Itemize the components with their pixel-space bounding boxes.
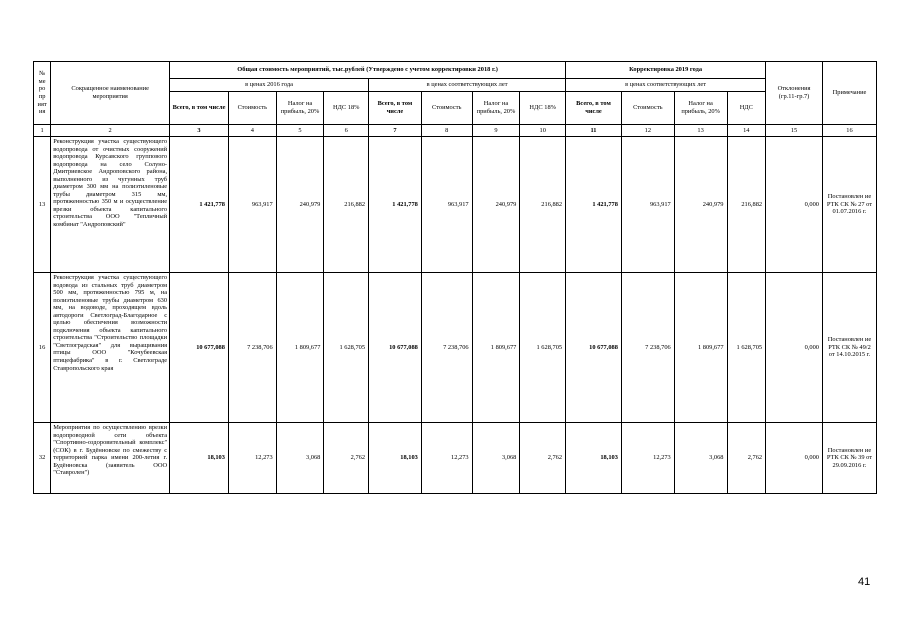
tax-2019: 3,068 xyxy=(674,423,727,494)
column-number: 6 xyxy=(324,125,369,137)
column-number: 16 xyxy=(822,125,876,137)
table-row xyxy=(34,423,877,494)
tax-2016: 3,068 xyxy=(276,423,324,494)
header-prices-current-2019: в ценах соответствующих лет xyxy=(566,79,766,92)
header-prices-current: в ценах соответствующих лет xyxy=(369,79,566,92)
column-number: 3 xyxy=(170,125,229,137)
tax-2019: 1 809,677 xyxy=(674,273,727,423)
cost-table xyxy=(33,61,877,494)
column-number: 13 xyxy=(674,125,727,137)
cost-2016: 12,273 xyxy=(228,423,276,494)
column-number: 1 xyxy=(34,125,51,137)
header-cost-2016: Стоимость xyxy=(228,92,276,125)
column-number: 12 xyxy=(621,125,674,137)
header-total-current: Всего, в том числе xyxy=(369,92,422,125)
header-tax-2016: Налог на прибыль, 20% xyxy=(276,92,324,125)
header-tax-current: Налог на прибыль, 20% xyxy=(472,92,520,125)
tax-2016: 1 809,677 xyxy=(276,273,324,423)
header-total-2016: Всего, в том числе xyxy=(170,92,229,125)
column-number: 7 xyxy=(369,125,422,137)
header-note: Примечание xyxy=(822,62,876,125)
cost-2019: 7 238,706 xyxy=(621,273,674,423)
cost-current: 963,917 xyxy=(421,137,472,273)
tax-current: 3,068 xyxy=(472,423,520,494)
header-cost-current: Стоимость xyxy=(421,92,472,125)
column-number: 8 xyxy=(421,125,472,137)
total-current: 1 421,778 xyxy=(369,137,422,273)
header-name: Сокращенное наименование мероприятия xyxy=(51,62,170,125)
column-number: 2 xyxy=(51,125,170,137)
header-total-2019: Всего, в том числе xyxy=(566,92,622,125)
deviation: 0,000 xyxy=(766,423,823,494)
column-number: 10 xyxy=(520,125,566,137)
vat-2019: 1 628,705 xyxy=(727,273,766,423)
header-vat-2019: НДС xyxy=(727,92,766,125)
table-row xyxy=(34,273,877,423)
row-number: 13 xyxy=(34,137,51,273)
row-number: 16 xyxy=(34,273,51,423)
cost-2019: 963,917 xyxy=(621,137,674,273)
column-number: 5 xyxy=(276,125,324,137)
total-current: 18,103 xyxy=(369,423,422,494)
header-num: № ме ро пр ият ия xyxy=(34,62,51,125)
tax-current: 240,979 xyxy=(472,137,520,273)
column-number: 15 xyxy=(766,125,823,137)
header-row-1 xyxy=(34,62,877,79)
row-note: Постановлен ие РТК СК № 27 от 01.07.2016 г. xyxy=(822,137,876,273)
vat-2016: 216,882 xyxy=(324,137,369,273)
vat-2016: 2,762 xyxy=(324,423,369,494)
header-group-total: Общая стоимость мероприятий, тыс.рублей (Утверждено с учетом корректировки 2018 г.) xyxy=(170,62,566,79)
vat-2016: 1 628,705 xyxy=(324,273,369,423)
vat-2019: 216,882 xyxy=(727,137,766,273)
cost-2016: 7 238,706 xyxy=(228,273,276,423)
row-note: Постановлен ие РТК СК № 39 от 29.09.2016 г. xyxy=(822,423,876,494)
row-note: Постановлен ие РТК СК № 49/2 от 14.10.2015 г. xyxy=(822,273,876,423)
page-number: 41 xyxy=(858,576,871,588)
deviation: 0,000 xyxy=(766,137,823,273)
column-number: 14 xyxy=(727,125,766,137)
header-prices-2016: в ценах 2016 года xyxy=(170,79,369,92)
cost-2016: 963,917 xyxy=(228,137,276,273)
total-2016: 18,103 xyxy=(170,423,229,494)
tax-2019: 240,979 xyxy=(674,137,727,273)
vat-current: 1 628,705 xyxy=(520,273,566,423)
total-current: 10 677,088 xyxy=(369,273,422,423)
column-number: 4 xyxy=(228,125,276,137)
row-name: Реконструкция участка существующего водовода из стальных труб диаметром 500 мм, протяженностью 795 м, на полиэтиленовые трубы диаметром 630 мм, на водоводе, проходящем вдоль автодороги Светлоград-Благодарное с целью обеспечения возможности подключения объекта капитального строительства "Строительство площадки "Светлоградская" для выращивания птицы ООО "Кочубеевская птицефабрика" в г. Светлограде Ставропольского края xyxy=(51,273,170,423)
column-number-row xyxy=(34,125,877,137)
deviation: 0,000 xyxy=(766,273,823,423)
vat-current: 216,882 xyxy=(520,137,566,273)
table-row xyxy=(34,137,877,273)
header-deviation: Отклонения (гр.11-гр.7) xyxy=(766,62,823,125)
total-2019: 10 677,088 xyxy=(566,273,622,423)
header-vat-2016: НДС 18% xyxy=(324,92,369,125)
vat-current: 2,762 xyxy=(520,423,566,494)
total-2016: 10 677,088 xyxy=(170,273,229,423)
cost-2019: 12,273 xyxy=(621,423,674,494)
cost-current: 12,273 xyxy=(421,423,472,494)
column-number: 9 xyxy=(472,125,520,137)
header-group-2019: Корректировка 2019 года xyxy=(566,62,766,79)
header-cost-2019: Стоимость xyxy=(621,92,674,125)
header-vat-current: НДС 18% xyxy=(520,92,566,125)
header-tax-2019: Налог на прибыль, 20% xyxy=(674,92,727,125)
total-2019: 1 421,778 xyxy=(566,137,622,273)
vat-2019: 2,762 xyxy=(727,423,766,494)
total-2019: 18,103 xyxy=(566,423,622,494)
cost-current: 7 238,706 xyxy=(421,273,472,423)
row-number: 32 xyxy=(34,423,51,494)
tax-current: 1 809,677 xyxy=(472,273,520,423)
row-name: Реконструкция участка существующего водопровода от очистных сооружений водопровода Курсавского группового водопровода на село Солуно-Дмитриевское Андроповского района, выполненного из чугунных труб диаметром 300 мм на полиэтиленовые трубы диаметром 315 мм, протяженностью 350 м и осуществление врезки объекта капитального строительства ООО "Тепличный комбинат "Андроповский" xyxy=(51,137,170,273)
row-name: Мероприятия по осуществлению врезки водопроводной сети объекта "Спортивно-оздоровительный комплекс" (СОК) в г. Будённовске по смежеству с территорией парка имени 200-летия г. Будённовска (заявитель ООО "Ставролен") xyxy=(51,423,170,494)
column-number: 11 xyxy=(566,125,622,137)
tax-2016: 240,979 xyxy=(276,137,324,273)
total-2016: 1 421,778 xyxy=(170,137,229,273)
